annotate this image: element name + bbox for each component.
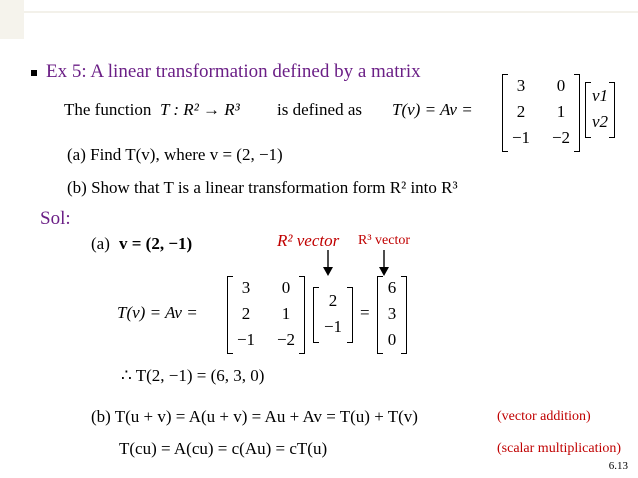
- matrix-cell: 2: [241, 304, 251, 323]
- equals-sign: =: [360, 303, 370, 322]
- annotation-r3-vector: R³ vector: [358, 233, 411, 248]
- matrix-cell: 0: [281, 278, 291, 297]
- matrix-cell: −1: [236, 330, 256, 349]
- part-a-question: (a) Find T(v), where v = (2, −1): [67, 145, 283, 164]
- solution-a-given: v = (2, −1): [119, 234, 193, 253]
- solution-a-label: (a): [91, 234, 110, 253]
- statement-prefix: The function: [64, 100, 152, 119]
- bullet-icon: [31, 70, 37, 76]
- vector-cell: 2: [328, 291, 338, 310]
- solution-matrix-A: [227, 276, 305, 354]
- corner-decoration: [0, 0, 24, 39]
- vector-cell: v1: [591, 86, 609, 105]
- matrix-cell: −1: [511, 128, 531, 147]
- matrix-cell: −2: [551, 128, 571, 147]
- statement-mapping: T : R² → R³: [160, 100, 240, 119]
- matrix-cell: −2: [276, 330, 296, 349]
- solution-b-note-vector-addition: (vector addition): [497, 409, 591, 424]
- vector-cell: 0: [387, 330, 397, 349]
- matrix-cell: 2: [516, 102, 526, 121]
- matrix-cell: 1: [556, 102, 566, 121]
- matrix-cell: 1: [281, 304, 291, 323]
- matrix-cell: 3: [516, 76, 526, 95]
- statement-formula: T(v) = Av =: [392, 100, 473, 119]
- slide-title: Ex 5: A linear transformation defined by a matrix: [46, 61, 421, 82]
- statement-matrix-A: [502, 74, 580, 152]
- arrow-down-icon: [374, 250, 394, 278]
- statement-middle: is defined as: [277, 100, 362, 119]
- part-b-question: (b) Show that T is a linear transformation form R² into R³: [67, 178, 458, 197]
- solution-vector-in: [313, 287, 353, 343]
- arrow-down-icon: [318, 250, 338, 278]
- vector-cell: 6: [387, 278, 397, 297]
- statement-vector-v: [585, 82, 615, 138]
- sol-label: Sol:: [40, 208, 71, 229]
- top-rule: [0, 11, 638, 13]
- solution-result-vector: [377, 276, 407, 354]
- matrix-cell: 0: [556, 76, 566, 95]
- vector-cell: 3: [387, 304, 397, 323]
- solution-b-line1: (b) T(u + v) = A(u + v) = Au + Av = T(u) + T(v): [91, 407, 418, 426]
- solution-b-note-scalar-multiplication: (scalar multiplication): [497, 441, 622, 456]
- matrix-cell: 3: [241, 278, 251, 297]
- solution-a-conclusion: ∴ T(2, −1) = (6, 3, 0): [121, 366, 265, 385]
- vector-cell: −1: [323, 317, 343, 336]
- solution-a-formula: T(v) = Av =: [117, 303, 198, 322]
- vector-cell: v2: [591, 112, 609, 131]
- annotation-r2-vector: R² vector: [277, 231, 340, 250]
- page-number: 6.13: [608, 460, 628, 472]
- solution-b-line2: T(cu) = A(cu) = c(Au) = cT(u): [119, 439, 328, 458]
